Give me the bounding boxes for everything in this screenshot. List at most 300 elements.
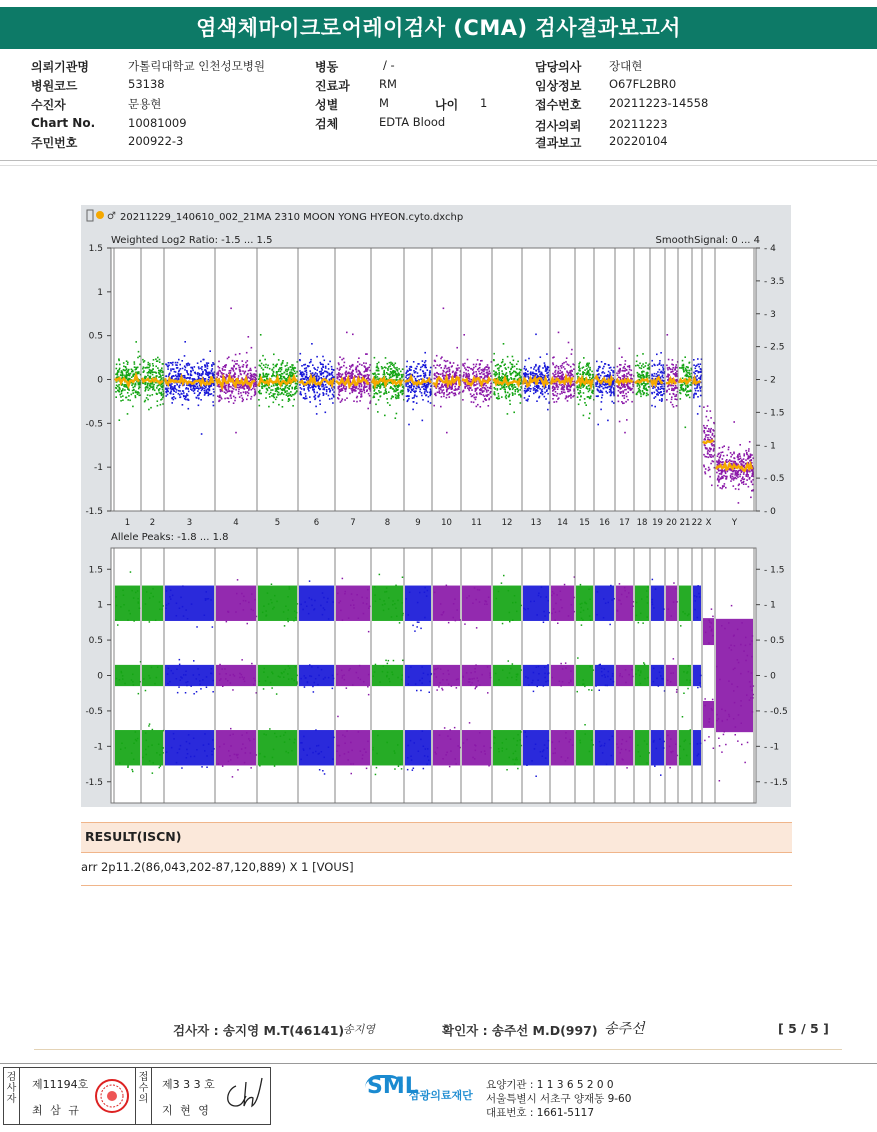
data-point	[639, 390, 641, 392]
data-point	[291, 395, 293, 397]
data-point	[165, 395, 167, 397]
marker-icon	[96, 211, 104, 219]
data-point	[280, 371, 282, 373]
data-point	[385, 376, 387, 378]
data-point	[218, 401, 220, 403]
data-point	[494, 391, 496, 393]
data-point	[219, 367, 221, 369]
data-point	[314, 386, 316, 388]
data-point	[318, 376, 320, 378]
data-point	[377, 376, 379, 378]
data-point	[272, 373, 274, 375]
data-point	[610, 395, 612, 397]
data-point	[498, 372, 500, 374]
data-point	[448, 376, 450, 378]
data-point	[602, 394, 604, 396]
data-point	[561, 365, 563, 367]
data-point	[486, 372, 488, 374]
data-point	[508, 387, 510, 389]
data-point	[430, 402, 432, 404]
data-point	[559, 393, 561, 395]
data-point	[352, 376, 354, 378]
data-point	[269, 387, 271, 389]
data-point	[281, 378, 283, 380]
data-point	[142, 359, 144, 361]
data-point	[471, 379, 473, 381]
data-point	[288, 393, 290, 395]
data-point	[607, 392, 609, 394]
data-point	[395, 388, 397, 390]
data-point	[686, 391, 688, 393]
top-panel-title: Weighted Log2 Ratio: -1.5 ... 1.5	[111, 235, 273, 246]
data-point	[301, 373, 303, 375]
data-point	[171, 362, 173, 364]
data-point	[361, 364, 363, 366]
data-point	[561, 393, 563, 395]
data-point	[319, 403, 321, 405]
data-point	[118, 384, 120, 386]
data-point	[688, 391, 690, 393]
data-point	[322, 392, 324, 394]
data-point	[344, 399, 346, 401]
data-point	[412, 397, 414, 399]
data-point	[147, 387, 149, 389]
data-point	[375, 374, 377, 376]
label-receipt-no: 접수번호	[535, 98, 582, 112]
data-point	[539, 374, 541, 376]
data-point	[355, 369, 357, 371]
data-point	[579, 362, 581, 364]
data-point	[312, 364, 314, 366]
data-point	[248, 389, 250, 391]
data-point	[243, 392, 245, 394]
data-point	[496, 364, 498, 366]
data-point	[442, 385, 444, 387]
data-point	[340, 386, 342, 388]
data-point	[629, 383, 631, 385]
data-point	[486, 395, 488, 397]
data-point	[553, 383, 555, 385]
data-point	[171, 402, 173, 404]
data-point	[177, 367, 179, 369]
data-point	[153, 371, 155, 373]
data-point	[601, 386, 603, 388]
data-point	[642, 371, 644, 373]
data-point	[429, 374, 431, 376]
data-point	[589, 369, 591, 371]
data-point	[254, 377, 256, 379]
data-point	[505, 367, 507, 369]
data-point	[226, 374, 228, 376]
data-point	[556, 385, 558, 387]
data-point	[199, 373, 201, 375]
data-point	[162, 374, 164, 376]
data-point	[409, 369, 411, 371]
data-point	[387, 373, 389, 375]
data-point	[261, 387, 263, 389]
data-point	[646, 375, 648, 377]
data-point	[588, 385, 590, 387]
data-point	[508, 379, 510, 381]
data-point	[477, 359, 479, 361]
data-point	[323, 385, 325, 387]
data-point	[273, 385, 275, 387]
data-point	[208, 379, 210, 381]
data-point	[467, 370, 469, 372]
data-point	[674, 398, 676, 400]
data-point	[239, 386, 241, 388]
data-point	[589, 374, 591, 376]
data-point	[451, 365, 453, 367]
data-point	[178, 359, 180, 361]
data-point	[613, 372, 615, 374]
data-point	[682, 390, 684, 392]
data-point	[329, 388, 331, 390]
data-point	[330, 390, 332, 392]
data-point	[448, 378, 450, 380]
data-point	[120, 396, 122, 398]
data-point	[147, 384, 149, 386]
data-point	[126, 371, 128, 373]
data-point	[274, 375, 276, 377]
data-point	[242, 387, 244, 389]
data-point	[438, 373, 440, 375]
data-point	[397, 389, 399, 391]
data-point	[490, 383, 492, 385]
data-point	[230, 370, 232, 372]
data-point	[341, 384, 343, 386]
data-point	[501, 370, 503, 372]
data-point	[422, 360, 424, 362]
data-point	[618, 372, 620, 374]
data-point	[147, 385, 149, 387]
data-point	[537, 369, 539, 371]
data-point	[631, 388, 633, 390]
data-point	[625, 375, 627, 377]
data-point	[269, 368, 271, 370]
data-point	[588, 417, 590, 419]
data-point	[622, 390, 624, 392]
data-point	[397, 397, 399, 399]
data-point	[486, 389, 488, 391]
data-point	[396, 377, 398, 379]
data-point	[697, 390, 699, 392]
data-point	[396, 374, 398, 376]
data-point	[488, 405, 490, 407]
data-point	[405, 384, 407, 386]
data-point	[307, 388, 309, 390]
data-point	[455, 394, 457, 396]
data-point	[441, 392, 443, 394]
data-point	[568, 391, 570, 393]
data-point	[530, 374, 532, 376]
data-point	[398, 395, 400, 397]
data-point	[213, 384, 215, 386]
data-point	[127, 392, 129, 394]
data-point	[191, 375, 193, 377]
data-point	[128, 395, 130, 397]
data-point	[157, 357, 159, 359]
data-point	[186, 393, 188, 395]
data-point	[337, 368, 339, 370]
data-point	[124, 389, 126, 391]
data-point	[519, 394, 521, 396]
data-point	[375, 392, 377, 394]
data-point	[230, 397, 232, 399]
data-point	[144, 360, 146, 362]
data-point	[356, 371, 358, 373]
data-point	[307, 365, 309, 367]
data-point	[281, 373, 283, 375]
data-point	[449, 369, 451, 371]
data-point	[303, 364, 305, 366]
data-point	[231, 390, 233, 392]
data-point	[303, 397, 305, 399]
data-point	[671, 389, 673, 391]
data-point	[406, 361, 408, 363]
data-point	[346, 367, 348, 369]
data-point	[566, 357, 568, 359]
data-point	[671, 399, 673, 401]
data-point	[645, 383, 647, 385]
data-point	[562, 363, 564, 365]
data-point	[442, 373, 444, 375]
data-point	[578, 404, 580, 406]
data-point	[681, 389, 683, 391]
label-doctor: 담당의사	[535, 60, 582, 74]
data-point	[211, 370, 213, 372]
data-point	[119, 387, 121, 389]
label-report-date: 결과보고	[535, 136, 582, 150]
data-point	[620, 388, 622, 390]
data-point	[490, 385, 492, 387]
data-point	[568, 372, 570, 374]
data-point	[624, 432, 626, 434]
data-point	[686, 395, 688, 397]
data-point	[421, 392, 423, 394]
data-point	[152, 365, 154, 367]
data-point	[126, 360, 128, 362]
data-point	[124, 370, 126, 372]
data-point	[386, 398, 388, 400]
data-point	[651, 360, 653, 362]
data-point	[267, 376, 269, 378]
data-point	[401, 374, 403, 376]
data-point	[191, 385, 193, 387]
data-point	[587, 372, 589, 374]
data-point	[459, 375, 461, 377]
data-point	[116, 364, 118, 366]
data-point	[173, 393, 175, 395]
data-point	[506, 386, 508, 388]
data-point	[467, 366, 469, 368]
data-point	[398, 368, 400, 370]
data-point	[479, 376, 481, 378]
data-point	[476, 394, 478, 396]
data-point	[275, 384, 277, 386]
data-point	[446, 432, 448, 434]
value-clinical-info: O67FL2BR0	[609, 77, 677, 91]
data-point	[262, 373, 264, 375]
data-point	[158, 372, 160, 374]
data-point	[194, 372, 196, 374]
data-point	[422, 420, 424, 422]
data-point	[254, 388, 256, 390]
data-point	[504, 388, 506, 390]
data-point	[657, 390, 659, 392]
data-point	[563, 391, 565, 393]
data-point	[637, 372, 639, 374]
data-point	[365, 363, 367, 365]
data-point	[413, 361, 415, 363]
data-point	[513, 371, 515, 373]
data-point	[357, 388, 359, 390]
data-point	[206, 374, 208, 376]
data-point	[547, 409, 549, 411]
data-point	[339, 376, 341, 378]
data-point	[136, 368, 138, 370]
data-point	[582, 367, 584, 369]
data-point	[563, 366, 565, 368]
data-point	[586, 365, 588, 367]
data-point	[413, 388, 415, 390]
data-point	[671, 371, 673, 373]
data-point	[654, 373, 656, 375]
data-point	[325, 412, 327, 414]
data-point	[310, 361, 312, 363]
data-point	[536, 385, 538, 387]
data-point	[282, 360, 284, 362]
data-point	[520, 383, 522, 385]
data-point	[148, 389, 150, 391]
data-point	[120, 400, 122, 402]
data-point	[182, 404, 184, 406]
data-point	[512, 389, 514, 391]
data-point	[465, 386, 467, 388]
data-point	[506, 376, 508, 378]
data-point	[675, 385, 677, 387]
data-point	[224, 365, 226, 367]
data-point	[230, 395, 232, 397]
data-point	[438, 388, 440, 390]
y-tick-label: -0.5	[85, 419, 103, 430]
data-point	[338, 364, 340, 366]
data-point	[119, 364, 121, 366]
data-point	[425, 389, 427, 391]
data-point	[157, 367, 159, 369]
data-point	[290, 366, 292, 368]
data-point	[610, 389, 612, 391]
data-point	[121, 390, 123, 392]
data-point	[533, 368, 535, 370]
data-point	[505, 396, 507, 398]
data-point	[135, 395, 137, 397]
data-point	[640, 375, 642, 377]
data-point	[396, 413, 398, 415]
data-point	[454, 386, 456, 388]
data-point	[210, 372, 212, 374]
data-point	[206, 392, 208, 394]
data-point	[280, 376, 282, 378]
data-point	[538, 386, 540, 388]
data-point	[252, 388, 254, 390]
data-point	[238, 365, 240, 367]
data-point	[668, 376, 670, 378]
data-point	[544, 365, 546, 367]
data-point	[349, 393, 351, 395]
data-point	[641, 365, 643, 367]
data-point	[578, 363, 580, 365]
data-point	[283, 394, 285, 396]
data-point	[561, 388, 563, 390]
data-point	[197, 362, 199, 364]
data-point	[315, 398, 317, 400]
data-point	[245, 393, 247, 395]
data-point	[359, 385, 361, 387]
data-point	[554, 389, 556, 391]
data-point	[265, 385, 267, 387]
data-point	[177, 375, 179, 377]
data-point	[315, 395, 317, 397]
data-point	[389, 375, 391, 377]
data-point	[155, 366, 157, 368]
data-point	[173, 396, 175, 398]
value-patient-name: 문용현	[128, 97, 162, 111]
data-point	[366, 389, 368, 391]
data-point	[561, 391, 563, 393]
data-point	[388, 366, 390, 368]
data-point	[314, 374, 316, 376]
data-point	[486, 376, 488, 378]
data-point	[535, 334, 537, 336]
data-point	[368, 393, 370, 395]
data-point	[149, 385, 151, 387]
data-point	[566, 385, 568, 387]
data-point	[566, 395, 568, 397]
data-point	[520, 396, 522, 398]
data-point	[287, 387, 289, 389]
data-point	[278, 371, 280, 373]
data-point	[659, 399, 661, 401]
data-point	[620, 377, 622, 379]
data-point	[512, 384, 514, 386]
data-point	[188, 391, 190, 393]
data-point	[359, 400, 361, 402]
data-point	[351, 377, 353, 379]
data-point	[376, 387, 378, 389]
data-point	[465, 373, 467, 375]
data-point	[416, 396, 418, 398]
data-point	[239, 367, 241, 369]
data-point	[512, 366, 514, 368]
data-point	[199, 374, 201, 376]
data-point	[332, 402, 334, 404]
data-point	[251, 396, 253, 398]
data-point	[259, 405, 261, 407]
data-point	[571, 370, 573, 372]
data-point	[621, 401, 623, 403]
data-point	[613, 383, 615, 385]
data-point	[489, 398, 491, 400]
data-point	[629, 369, 631, 371]
data-point	[190, 367, 192, 369]
data-point	[259, 390, 261, 392]
data-point	[515, 386, 517, 388]
data-point	[516, 368, 518, 370]
data-point	[170, 393, 172, 395]
data-point	[378, 390, 380, 392]
data-point	[179, 373, 181, 375]
